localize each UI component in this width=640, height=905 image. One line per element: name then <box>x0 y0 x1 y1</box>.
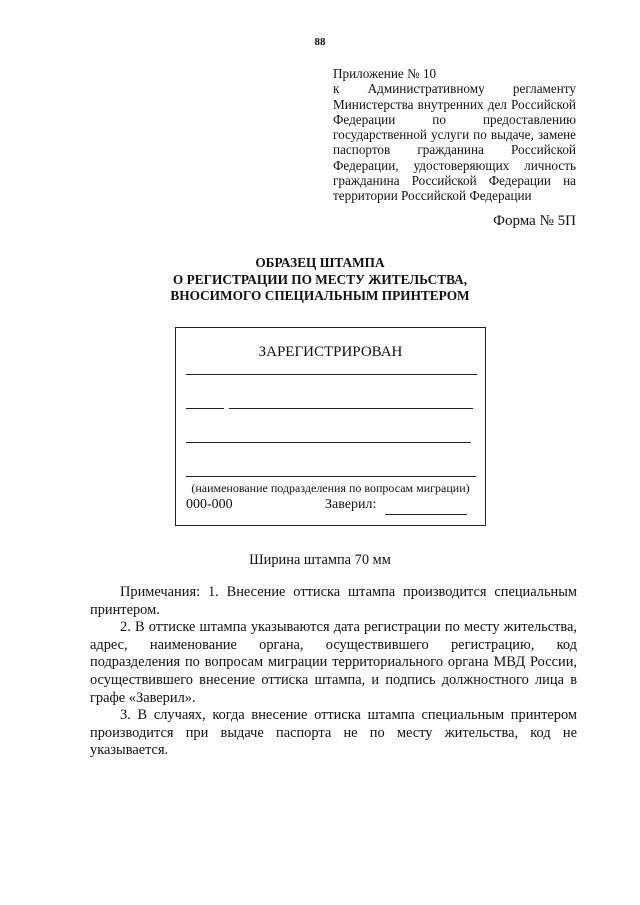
stamp-width-note: Ширина штампа 70 мм <box>249 552 391 568</box>
appendix-line: Министерства внутренних дел Российской <box>333 96 576 112</box>
appendix-header <box>333 66 576 204</box>
note-paragraph: 2. В оттиске штампа указываются дата регистрации по месту жительства, адрес, наименование органа, осуществившего регистрацию, код подразделения по вопросам миграции территориального органа МВД России, осуществившего внесение оттиска штампа, и подпись должностного лица в графе «Заверил». <box>90 619 577 706</box>
stamp-certified-label: Заверил: <box>325 497 377 512</box>
appendix-line: территории Российской Федерации <box>333 188 532 204</box>
title-line: ВНОСИМОГО СПЕЦИАЛЬНЫМ ПРИНТЕРОМ <box>170 288 470 303</box>
title-line: ОБРАЗЕЦ ШТАМПА <box>255 255 385 270</box>
stamp-blank-line <box>186 476 476 477</box>
stamp-blank-line <box>186 442 471 443</box>
note-paragraph: 3. В случаях, когда внесение оттиска штампа специальным принтером производится при выдаче паспорта не по месту жительства, код не указывается. <box>90 707 577 759</box>
stamp-sample <box>175 327 486 526</box>
appendix-line: Федерации, удостоверяющих личность <box>333 157 576 173</box>
appendix-line: Приложение № 10 <box>333 66 437 81</box>
stamp-blank-line-short <box>186 408 224 409</box>
appendix-line: государственной услуги по выдаче, замене <box>333 127 576 143</box>
stamp-caption: (наименование подразделения по вопросам миграции) <box>191 481 470 495</box>
appendix-line: к Административному регламенту <box>333 81 576 97</box>
document-title <box>0 255 640 305</box>
stamp-blank-line <box>186 374 477 375</box>
appendix-line: гражданина Российской Федерации на <box>333 173 576 189</box>
note-paragraph: Примечания: 1. Внесение оттиска штампа производится специальным принтером. <box>90 584 577 618</box>
title-line: О РЕГИСТРАЦИИ ПО МЕСТУ ЖИТЕЛЬСТВА, <box>172 271 468 287</box>
form-number: Форма № 5П <box>493 213 576 229</box>
stamp-blank-line <box>229 408 473 409</box>
stamp-heading: ЗАРЕГИСТРИРОВАН <box>258 344 403 360</box>
stamp-signature-line <box>385 514 467 515</box>
appendix-line: паспортов гражданина Российской <box>333 142 576 158</box>
appendix-line: Федерации по предоставлению <box>333 111 576 127</box>
stamp-code: 000-000 <box>186 497 233 512</box>
notes-section <box>90 584 577 760</box>
page-number: 88 <box>314 36 326 48</box>
